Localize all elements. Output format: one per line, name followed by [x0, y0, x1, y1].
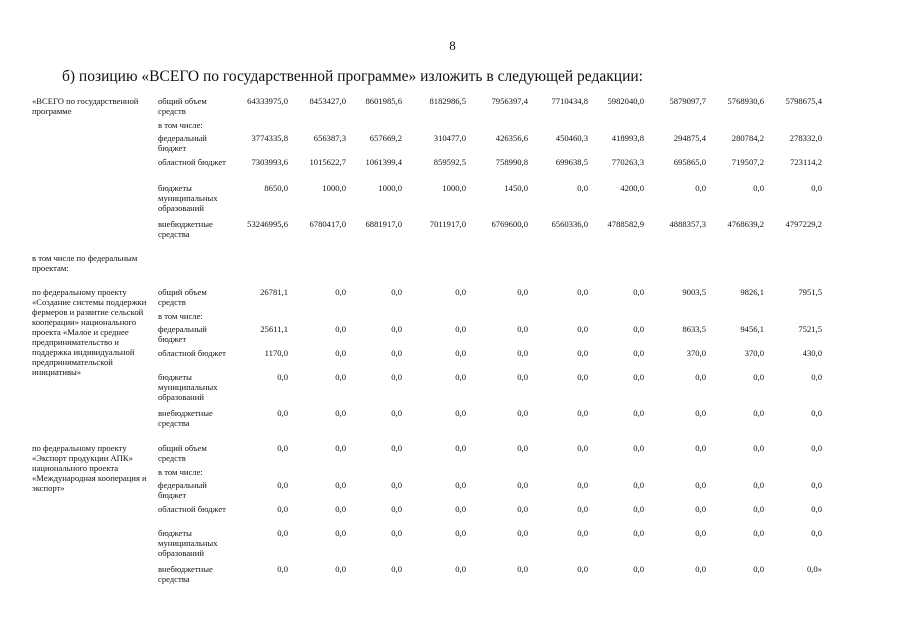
row-values: [232, 480, 872, 492]
table-cell: 0,0: [455, 324, 466, 334]
row-values: [232, 408, 872, 420]
table-cell: 0,0: [517, 287, 528, 297]
table-cell: 0,0: [633, 443, 644, 453]
table-cell: 6769600,0: [491, 219, 528, 229]
table-cell: 0,0: [633, 480, 644, 490]
table-cell: 0,0: [811, 480, 822, 490]
table-cell: 426356,6: [495, 133, 528, 143]
table-cell: 64333975,0: [247, 96, 288, 106]
row-label: областной бюджет: [158, 348, 226, 358]
table-cell: 0,0: [695, 443, 706, 453]
row-values: [232, 120, 872, 132]
table-cell: 280784,2: [731, 133, 764, 143]
row-values: [232, 311, 872, 323]
table-cell: 0,0: [277, 443, 288, 453]
table-cell: 0,0: [633, 372, 644, 382]
table-cell: 1061399,4: [365, 157, 402, 167]
table-cell: 0,0: [455, 528, 466, 538]
table-cell: 4888357,3: [669, 219, 706, 229]
row-label: областной бюджет: [158, 157, 226, 167]
table-section: [32, 443, 872, 603]
table-cell: 0,0: [335, 348, 346, 358]
table-cell: 3774335,8: [251, 133, 288, 143]
table-cell: 7710434,8: [551, 96, 588, 106]
table-section: [32, 253, 872, 287]
row-label: внебюджетные средства: [158, 564, 213, 584]
table-cell: 0,0: [455, 480, 466, 490]
table-cell: 0,0: [633, 324, 644, 334]
table-cell: 0,0: [577, 287, 588, 297]
table-cell: 0,0: [455, 408, 466, 418]
table-cell: 450460,3: [555, 133, 588, 143]
row-values: [232, 443, 872, 455]
table-cell: 0,0: [335, 287, 346, 297]
table-cell: 0,0: [455, 372, 466, 382]
row-label: бюджеты муниципальных образований: [158, 528, 218, 558]
row-values: [232, 372, 872, 384]
table-cell: 770263,3: [611, 157, 644, 167]
section-label: по федеральному проекту «Экспорт продукции АПК» национального проекта «Международная кооперация и экспорт»: [32, 443, 147, 493]
table-cell: 719507,2: [731, 157, 764, 167]
table-cell: 0,0: [695, 504, 706, 514]
row-values: [232, 133, 872, 145]
table-cell: 0,0: [811, 504, 822, 514]
table-cell: 0,0: [633, 504, 644, 514]
table-cell: 310477,0: [433, 133, 466, 143]
table-cell: 0,0: [335, 528, 346, 538]
table-cell: 0,0: [391, 564, 402, 574]
table-cell: 0,0: [577, 348, 588, 358]
row-label: бюджеты муниципальных образований: [158, 183, 218, 213]
row-values: [232, 287, 872, 299]
table-cell: 0,0: [753, 372, 764, 382]
table-cell: 9003,5: [682, 287, 706, 297]
row-label: внебюджетные средства: [158, 219, 213, 239]
table-cell: 0,0: [517, 324, 528, 334]
table-cell: 8650,0: [264, 183, 288, 193]
table-cell: 7303993,6: [251, 157, 288, 167]
table-cell: 1000,0: [378, 183, 402, 193]
row-label: федеральный бюджет: [158, 133, 207, 153]
table-cell: 0,0: [695, 528, 706, 538]
table-cell: 0,0: [695, 480, 706, 490]
table-cell: 1015622,7: [309, 157, 346, 167]
table-cell: 26781,1: [260, 287, 288, 297]
table-cell: 25611,1: [260, 324, 288, 334]
row-label: федеральный бюджет: [158, 480, 207, 500]
row-values: [232, 219, 872, 231]
table-cell: 0,0: [753, 504, 764, 514]
table-cell: 695865,0: [673, 157, 706, 167]
table-cell: 8633,5: [682, 324, 706, 334]
row-label: в том числе:: [158, 467, 203, 477]
table-cell: 0,0: [335, 480, 346, 490]
table-cell: 5768930,6: [727, 96, 764, 106]
table-cell: 0,0: [811, 372, 822, 382]
table-cell: 6560336,0: [551, 219, 588, 229]
table-cell: 0,0: [277, 480, 288, 490]
table-cell: 7951,5: [798, 287, 822, 297]
table-cell: 0,0: [335, 443, 346, 453]
table-cell: 0,0: [695, 408, 706, 418]
table-cell: 0,0: [517, 408, 528, 418]
table-cell: 7956397,4: [491, 96, 528, 106]
table-cell: 8601985,6: [365, 96, 402, 106]
table-cell: 418993,8: [611, 133, 644, 143]
table-cell: 0,0: [455, 564, 466, 574]
table-cell: 0,0: [753, 183, 764, 193]
table-cell: 5798675,4: [785, 96, 822, 106]
row-label: в том числе:: [158, 120, 203, 130]
table-cell: 9456,1: [740, 324, 764, 334]
table-cell: 0,0: [391, 348, 402, 358]
table-cell: 0,0»: [806, 564, 822, 574]
row-values: [232, 528, 872, 540]
table-cell: 0,0: [753, 528, 764, 538]
row-label: общий объем средств: [158, 287, 207, 307]
table-cell: 0,0: [517, 372, 528, 382]
table-cell: 6780417,0: [309, 219, 346, 229]
table-cell: 7011917,0: [429, 219, 466, 229]
table-cell: 0,0: [391, 504, 402, 514]
table-cell: 1450,0: [504, 183, 528, 193]
table-cell: 0,0: [391, 443, 402, 453]
table-cell: 0,0: [391, 324, 402, 334]
row-label: в том числе:: [158, 311, 203, 321]
page-number: 8: [449, 38, 456, 53]
table-cell: 0,0: [455, 348, 466, 358]
table-cell: 657669,2: [369, 133, 402, 143]
table-cell: 0,0: [695, 564, 706, 574]
table-cell: 5879097,7: [669, 96, 706, 106]
table-cell: 0,0: [391, 372, 402, 382]
row-label: бюджеты муниципальных образований: [158, 372, 218, 402]
table-cell: 0,0: [811, 443, 822, 453]
table-cell: 0,0: [391, 287, 402, 297]
table-cell: 0,0: [391, 480, 402, 490]
table-cell: 0,0: [753, 480, 764, 490]
section-label: в том числе по федеральным проектам:: [32, 253, 138, 273]
table-cell: 294875,4: [673, 133, 706, 143]
table-cell: 0,0: [277, 528, 288, 538]
table-cell: 0,0: [517, 504, 528, 514]
table-cell: 0,0: [811, 408, 822, 418]
table-cell: 370,0: [744, 348, 764, 358]
table-cell: 430,0: [802, 348, 822, 358]
table-cell: 0,0: [577, 372, 588, 382]
table-cell: 723114,2: [790, 157, 822, 167]
table-cell: 0,0: [633, 528, 644, 538]
table-cell: 0,0: [517, 348, 528, 358]
table-cell: 0,0: [695, 372, 706, 382]
table-cell: 0,0: [577, 183, 588, 193]
table-cell: 0,0: [517, 564, 528, 574]
table-cell: 0,0: [277, 504, 288, 514]
row-values: [232, 564, 872, 576]
table-cell: 758990,8: [495, 157, 528, 167]
table-cell: 0,0: [277, 372, 288, 382]
table-cell: 0,0: [577, 443, 588, 453]
table-cell: 0,0: [335, 324, 346, 334]
table-cell: 0,0: [455, 443, 466, 453]
table-cell: 0,0: [391, 528, 402, 538]
table-cell: 370,0: [686, 348, 706, 358]
table-cell: 0,0: [811, 528, 822, 538]
table-cell: 0,0: [517, 528, 528, 538]
table-cell: 0,0: [577, 324, 588, 334]
table-cell: 0,0: [335, 408, 346, 418]
table-cell: 0,0: [335, 504, 346, 514]
table-cell: 5982040,0: [607, 96, 644, 106]
table-cell: 4768639,2: [727, 219, 764, 229]
table-cell: 1170,0: [264, 348, 288, 358]
table-cell: 0,0: [633, 564, 644, 574]
table-cell: 699638,5: [555, 157, 588, 167]
table-cell: 0,0: [335, 564, 346, 574]
row-values: [232, 467, 872, 479]
table-cell: 0,0: [517, 443, 528, 453]
table-cell: 859592,5: [433, 157, 466, 167]
table-cell: 0,0: [577, 408, 588, 418]
table-cell: 6881917,0: [365, 219, 402, 229]
row-label: внебюджетные средства: [158, 408, 213, 428]
row-label: федеральный бюджет: [158, 324, 207, 344]
table-cell: 0,0: [633, 408, 644, 418]
table-cell: 0,0: [517, 480, 528, 490]
table-cell: 0,0: [633, 348, 644, 358]
row-label: общий объем средств: [158, 443, 207, 463]
table-cell: 0,0: [811, 183, 822, 193]
table-cell: 1000,0: [322, 183, 346, 193]
table-cell: 0,0: [335, 372, 346, 382]
table-cell: 8453427,0: [309, 96, 346, 106]
row-values: [232, 96, 872, 108]
table-cell: 0,0: [753, 564, 764, 574]
table-cell: 0,0: [277, 408, 288, 418]
table-cell: 0,0: [455, 287, 466, 297]
table-cell: 0,0: [695, 183, 706, 193]
table-cell: 9826,1: [740, 287, 764, 297]
row-values: [232, 348, 872, 360]
table-cell: 0,0: [633, 287, 644, 297]
table-cell: 4788582,9: [607, 219, 644, 229]
table-cell: 0,0: [277, 564, 288, 574]
table-section: [32, 287, 872, 443]
table-section: [32, 96, 872, 253]
section-label: «ВСЕГО по государственной программе: [32, 96, 139, 116]
row-values: [232, 157, 872, 169]
table-cell: 4797229,2: [785, 219, 822, 229]
row-values: [232, 324, 872, 336]
budget-table: [32, 96, 872, 603]
table-cell: 656387,3: [313, 133, 346, 143]
row-label: общий объем средств: [158, 96, 207, 116]
table-cell: 53246995,6: [247, 219, 288, 229]
amendment-heading: б) позицию «ВСЕГО по государственной программе» изложить в следующей редакции:: [62, 68, 643, 85]
table-cell: 0,0: [455, 504, 466, 514]
row-values: [232, 504, 872, 516]
table-cell: 0,0: [577, 564, 588, 574]
table-cell: 8182986,5: [429, 96, 466, 106]
table-cell: 0,0: [577, 528, 588, 538]
table-cell: 7521,5: [798, 324, 822, 334]
section-label: по федеральному проекту «Создание системы поддержки фермеров и развитие сельской кооперации» национального проекта «Малое и среднее предпринимательство и поддержка индивидуальной предпринимательской инициативы»: [32, 287, 147, 377]
table-cell: 0,0: [753, 443, 764, 453]
table-cell: 0,0: [391, 408, 402, 418]
table-cell: 0,0: [577, 480, 588, 490]
row-label: областной бюджет: [158, 504, 226, 514]
table-cell: 0,0: [753, 408, 764, 418]
table-cell: 1000,0: [442, 183, 466, 193]
table-cell: 278332,0: [789, 133, 822, 143]
row-values: [232, 183, 872, 195]
table-cell: 4200,0: [620, 183, 644, 193]
table-cell: 0,0: [577, 504, 588, 514]
